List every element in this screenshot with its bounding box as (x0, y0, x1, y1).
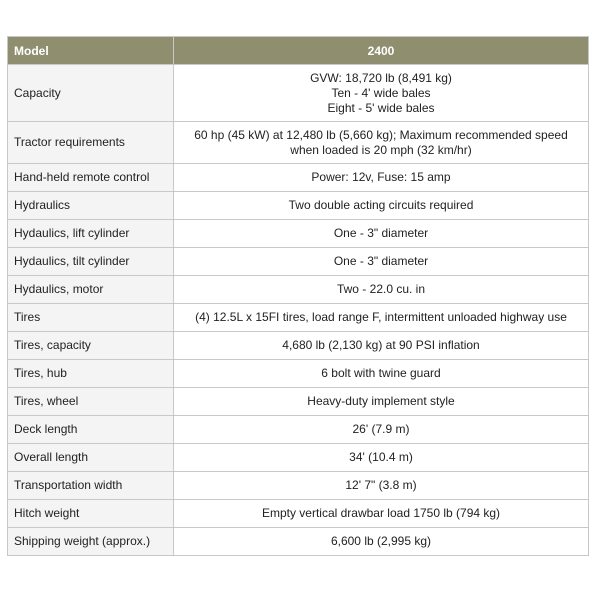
row-value: One - 3" diameter (174, 220, 589, 248)
row-value: Two double acting circuits required (174, 192, 589, 220)
table-row (8, 192, 589, 220)
row-label: Hydraulics (8, 192, 174, 220)
row-label: Hydaulics, tilt cylinder (8, 248, 174, 276)
row-label: Capacity (8, 65, 174, 122)
spec-table-body (8, 65, 589, 556)
row-label: Shipping weight (approx.) (8, 528, 174, 556)
row-value: Two - 22.0 cu. in (174, 276, 589, 304)
value-line: GVW: 18,720 lb (8,491 kg) (310, 70, 452, 85)
row-label: Overall length (8, 444, 174, 472)
row-value: Empty vertical drawbar load 1750 lb (794 kg) (174, 500, 589, 528)
value-line: Eight - 5' wide bales (327, 100, 435, 115)
row-label: Tractor requirements (8, 122, 174, 164)
row-value: Power: 12v, Fuse: 15 amp (174, 164, 589, 192)
table-row (8, 248, 589, 276)
value-line: 60 hp (45 kW) at 12,480 lb (5,660 kg); Maximum recommended speed (194, 127, 568, 142)
row-value: (4) 12.5L x 15FI tires, load range F, intermittent unloaded highway use (174, 304, 589, 332)
table-row (8, 500, 589, 528)
row-value (174, 65, 589, 122)
row-label: Hitch weight (8, 500, 174, 528)
column-header-model: Model (8, 37, 174, 65)
row-label: Deck length (8, 416, 174, 444)
table-row (8, 416, 589, 444)
table-header-row (8, 37, 589, 65)
table-row (8, 276, 589, 304)
spec-table (7, 36, 589, 556)
row-label: Tires, capacity (8, 332, 174, 360)
table-row (8, 360, 589, 388)
row-label: Hydaulics, motor (8, 276, 174, 304)
table-row (8, 122, 589, 164)
row-value: 12' 7" (3.8 m) (174, 472, 589, 500)
table-row (8, 65, 589, 122)
row-value: 34' (10.4 m) (174, 444, 589, 472)
row-label: Transportation width (8, 472, 174, 500)
row-value: 4,680 lb (2,130 kg) at 90 PSI inflation (174, 332, 589, 360)
row-value: 26' (7.9 m) (174, 416, 589, 444)
row-label: Tires, hub (8, 360, 174, 388)
value-line: Ten - 4' wide bales (331, 85, 431, 100)
column-header-value: 2400 (174, 37, 589, 65)
value-line: when loaded is 20 mph (32 km/hr) (290, 142, 472, 157)
table-row (8, 164, 589, 192)
row-label: Tires, wheel (8, 388, 174, 416)
table-row (8, 528, 589, 556)
row-label: Hydaulics, lift cylinder (8, 220, 174, 248)
table-row (8, 304, 589, 332)
table-row (8, 220, 589, 248)
table-row (8, 332, 589, 360)
table-row (8, 388, 589, 416)
row-value: 6,600 lb (2,995 kg) (174, 528, 589, 556)
row-value: Heavy-duty implement style (174, 388, 589, 416)
row-label: Tires (8, 304, 174, 332)
table-row (8, 444, 589, 472)
row-value: 6 bolt with twine guard (174, 360, 589, 388)
table-row (8, 472, 589, 500)
row-label: Hand-held remote control (8, 164, 174, 192)
row-value: One - 3" diameter (174, 248, 589, 276)
row-value (174, 122, 589, 164)
